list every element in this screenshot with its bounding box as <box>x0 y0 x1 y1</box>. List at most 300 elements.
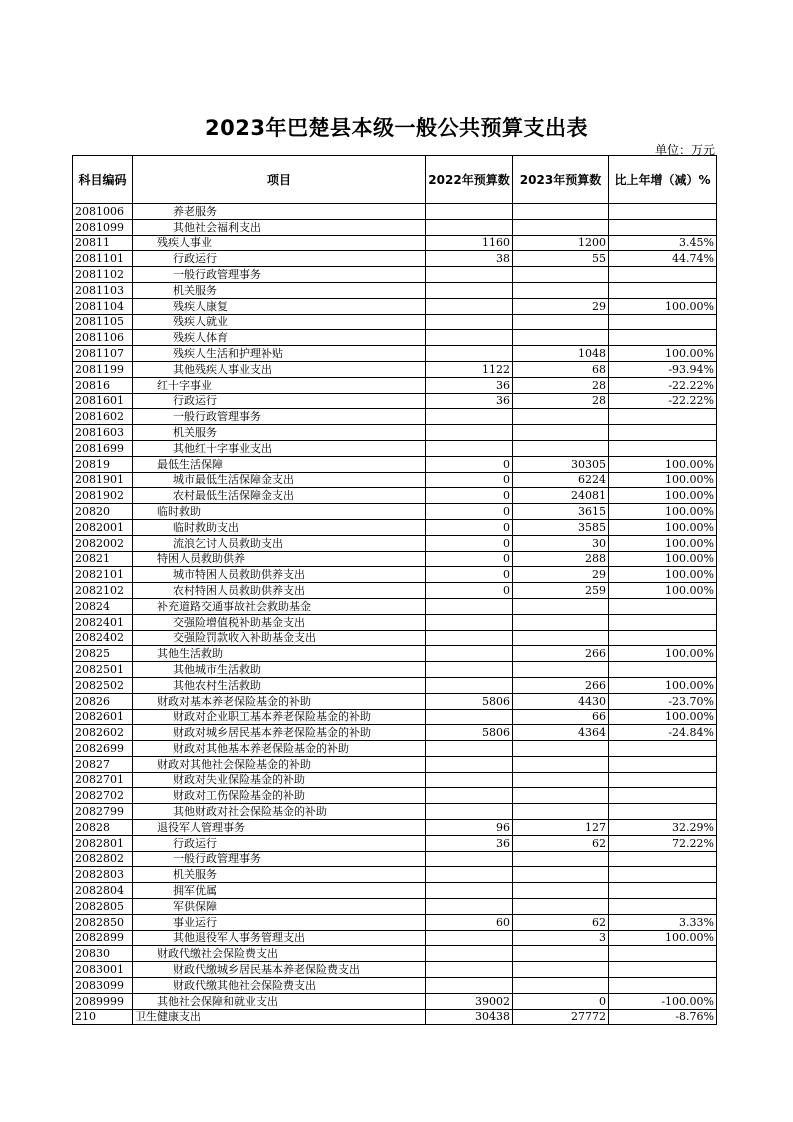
cell-item: 其他社会福利支出 <box>133 219 426 235</box>
cell-change-pct <box>609 804 717 820</box>
cell-budget-2023 <box>513 946 609 962</box>
cell-change-pct <box>609 756 717 772</box>
cell-item: 最低生活保障 <box>133 456 426 472</box>
cell-item: 财政对其他社会保险基金的补助 <box>133 756 426 772</box>
cell-budget-2023: 4364 <box>513 725 609 741</box>
cell-code: 2082402 <box>73 630 133 646</box>
cell-change-pct: 72.22% <box>609 835 717 851</box>
cell-budget-2022 <box>426 330 513 346</box>
table-row <box>73 756 717 772</box>
cell-item: 退役军人管理事务 <box>133 820 426 836</box>
cell-budget-2023 <box>513 425 609 441</box>
cell-change-pct: 100.00% <box>609 346 717 362</box>
cell-change-pct: -24.84% <box>609 725 717 741</box>
cell-budget-2022 <box>426 282 513 298</box>
cell-budget-2023: 24081 <box>513 488 609 504</box>
cell-budget-2022 <box>426 425 513 441</box>
cell-item: 财政对其他基本养老保险基金的补助 <box>133 741 426 757</box>
table-row <box>73 425 717 441</box>
table-row <box>73 330 717 346</box>
cell-budget-2022 <box>426 709 513 725</box>
cell-change-pct: 100.00% <box>609 519 717 535</box>
cell-budget-2023 <box>513 630 609 646</box>
cell-item: 财政对基本养老保险基金的补助 <box>133 693 426 709</box>
cell-budget-2022 <box>426 962 513 978</box>
table-row <box>73 867 717 883</box>
cell-code: 2082701 <box>73 772 133 788</box>
cell-budget-2022 <box>426 346 513 362</box>
cell-code: 2082804 <box>73 883 133 899</box>
cell-budget-2022 <box>426 630 513 646</box>
cell-item: 机关服务 <box>133 282 426 298</box>
cell-budget-2023 <box>513 851 609 867</box>
cell-budget-2022 <box>426 867 513 883</box>
cell-code: 2082602 <box>73 725 133 741</box>
cell-code: 2081102 <box>73 267 133 283</box>
cell-code: 2082699 <box>73 741 133 757</box>
cell-budget-2023: 62 <box>513 914 609 930</box>
cell-budget-2022: 5806 <box>426 725 513 741</box>
table-row <box>73 741 717 757</box>
table-row <box>73 314 717 330</box>
cell-change-pct: -93.94% <box>609 361 717 377</box>
cell-budget-2023 <box>513 962 609 978</box>
cell-change-pct: 100.00% <box>609 456 717 472</box>
table-row <box>73 1009 717 1025</box>
cell-change-pct: 3.33% <box>609 914 717 930</box>
cell-change-pct <box>609 788 717 804</box>
cell-code: 2082801 <box>73 835 133 851</box>
cell-item: 财政代缴社会保险费支出 <box>133 946 426 962</box>
cell-budget-2022 <box>426 298 513 314</box>
cell-code: 2082001 <box>73 519 133 535</box>
cell-item: 行政运行 <box>133 393 426 409</box>
cell-item: 其他生活救助 <box>133 646 426 662</box>
cell-budget-2022: 0 <box>426 472 513 488</box>
table-row <box>73 535 717 551</box>
cell-item: 一般行政管理事务 <box>133 267 426 283</box>
table-row <box>73 851 717 867</box>
cell-code: 2081699 <box>73 440 133 456</box>
table-row <box>73 235 717 251</box>
cell-budget-2023: 266 <box>513 646 609 662</box>
cell-item: 城市特困人员救助供养支出 <box>133 567 426 583</box>
cell-item: 其他城市生活救助 <box>133 662 426 678</box>
cell-budget-2022: 1160 <box>426 235 513 251</box>
cell-item: 行政运行 <box>133 251 426 267</box>
cell-item: 事业运行 <box>133 914 426 930</box>
cell-budget-2023 <box>513 804 609 820</box>
cell-budget-2023 <box>513 741 609 757</box>
cell-budget-2022 <box>426 219 513 235</box>
cell-budget-2022 <box>426 662 513 678</box>
cell-item: 财政对企业职工基本养老保险基金的补助 <box>133 709 426 725</box>
table-row <box>73 472 717 488</box>
cell-budget-2023 <box>513 330 609 346</box>
cell-budget-2022 <box>426 772 513 788</box>
cell-change-pct <box>609 662 717 678</box>
cell-budget-2023: 28 <box>513 377 609 393</box>
cell-code: 2081602 <box>73 409 133 425</box>
cell-item: 卫生健康支出 <box>133 1009 426 1025</box>
table-row <box>73 946 717 962</box>
cell-budget-2022 <box>426 409 513 425</box>
table-row <box>73 614 717 630</box>
cell-code: 2081006 <box>73 204 133 220</box>
cell-code: 210 <box>73 1009 133 1025</box>
cell-change-pct: -22.22% <box>609 393 717 409</box>
cell-item: 财政对工伤保险基金的补助 <box>133 788 426 804</box>
cell-budget-2023: 1200 <box>513 235 609 251</box>
cell-change-pct: 100.00% <box>609 535 717 551</box>
cell-budget-2022 <box>426 440 513 456</box>
cell-change-pct <box>609 282 717 298</box>
cell-budget-2023 <box>513 867 609 883</box>
cell-code: 2081104 <box>73 298 133 314</box>
cell-budget-2022 <box>426 930 513 946</box>
cell-change-pct <box>609 883 717 899</box>
cell-budget-2023 <box>513 204 609 220</box>
table-row <box>73 709 717 725</box>
cell-budget-2023: 30305 <box>513 456 609 472</box>
cell-budget-2022 <box>426 741 513 757</box>
cell-item: 交强险增值税补助基金支出 <box>133 614 426 630</box>
cell-budget-2022 <box>426 978 513 994</box>
cell-budget-2023: 55 <box>513 251 609 267</box>
cell-budget-2022: 0 <box>426 504 513 520</box>
cell-change-pct: 100.00% <box>609 504 717 520</box>
cell-budget-2023: 30 <box>513 535 609 551</box>
cell-budget-2023: 127 <box>513 820 609 836</box>
table-row <box>73 693 717 709</box>
header-item: 项目 <box>133 156 426 204</box>
cell-change-pct <box>609 899 717 915</box>
cell-budget-2023 <box>513 282 609 298</box>
cell-change-pct <box>609 409 717 425</box>
table-row <box>73 630 717 646</box>
budget-table <box>72 155 717 1025</box>
cell-code: 20816 <box>73 377 133 393</box>
cell-code: 2082803 <box>73 867 133 883</box>
table-row <box>73 456 717 472</box>
table-row <box>73 598 717 614</box>
cell-change-pct: 44.74% <box>609 251 717 267</box>
cell-budget-2022: 0 <box>426 535 513 551</box>
cell-code: 2081103 <box>73 282 133 298</box>
cell-item: 财政对失业保险基金的补助 <box>133 772 426 788</box>
cell-change-pct: 32.29% <box>609 820 717 836</box>
cell-code: 2082702 <box>73 788 133 804</box>
table-row <box>73 930 717 946</box>
cell-code: 2081101 <box>73 251 133 267</box>
cell-change-pct <box>609 314 717 330</box>
header-change-pct: 比上年增（减）% <box>609 156 717 204</box>
cell-item: 其他退役军人事务管理支出 <box>133 930 426 946</box>
cell-change-pct: -22.22% <box>609 377 717 393</box>
table-row <box>73 978 717 994</box>
cell-budget-2023 <box>513 440 609 456</box>
cell-code: 2081105 <box>73 314 133 330</box>
cell-code: 2081901 <box>73 472 133 488</box>
table-row <box>73 282 717 298</box>
cell-item: 拥军优属 <box>133 883 426 899</box>
table-row <box>73 219 717 235</box>
cell-budget-2022 <box>426 946 513 962</box>
cell-budget-2022 <box>426 598 513 614</box>
cell-item: 其他残疾人事业支出 <box>133 361 426 377</box>
cell-code: 20827 <box>73 756 133 772</box>
cell-code: 20820 <box>73 504 133 520</box>
cell-item: 残疾人就业 <box>133 314 426 330</box>
table-row <box>73 772 717 788</box>
cell-code: 2089999 <box>73 993 133 1009</box>
cell-budget-2022 <box>426 883 513 899</box>
table-row <box>73 488 717 504</box>
cell-change-pct <box>609 614 717 630</box>
cell-code: 2081601 <box>73 393 133 409</box>
cell-budget-2023: 6224 <box>513 472 609 488</box>
table-row <box>73 883 717 899</box>
table-row <box>73 361 717 377</box>
table-row <box>73 377 717 393</box>
cell-budget-2023 <box>513 219 609 235</box>
table-row <box>73 914 717 930</box>
cell-change-pct: 100.00% <box>609 298 717 314</box>
cell-budget-2023 <box>513 788 609 804</box>
cell-budget-2023 <box>513 978 609 994</box>
cell-code: 2082102 <box>73 583 133 599</box>
cell-change-pct <box>609 330 717 346</box>
table-row <box>73 962 717 978</box>
cell-item: 交强险罚款收入补助基金支出 <box>133 630 426 646</box>
cell-budget-2022 <box>426 756 513 772</box>
cell-code: 2083001 <box>73 962 133 978</box>
table-row <box>73 519 717 535</box>
cell-budget-2022: 0 <box>426 567 513 583</box>
cell-code: 2081902 <box>73 488 133 504</box>
cell-code: 2081603 <box>73 425 133 441</box>
cell-budget-2023: 4430 <box>513 693 609 709</box>
table-row <box>73 567 717 583</box>
cell-item: 养老服务 <box>133 204 426 220</box>
cell-change-pct <box>609 978 717 994</box>
cell-change-pct: -8.76% <box>609 1009 717 1025</box>
table-row <box>73 993 717 1009</box>
table-row <box>73 677 717 693</box>
cell-budget-2022: 1122 <box>426 361 513 377</box>
cell-change-pct: 100.00% <box>609 709 717 725</box>
cell-budget-2022: 30438 <box>426 1009 513 1025</box>
table-header-row <box>73 156 717 204</box>
cell-budget-2023: 29 <box>513 298 609 314</box>
cell-budget-2022 <box>426 788 513 804</box>
table-row <box>73 409 717 425</box>
table-row <box>73 662 717 678</box>
cell-item: 残疾人康复 <box>133 298 426 314</box>
cell-item: 财政对城乡居民基本养老保险基金的补助 <box>133 725 426 741</box>
cell-code: 20819 <box>73 456 133 472</box>
cell-code: 2081199 <box>73 361 133 377</box>
table-row <box>73 899 717 915</box>
cell-item: 临时救助 <box>133 504 426 520</box>
cell-budget-2022 <box>426 614 513 630</box>
cell-budget-2022: 36 <box>426 393 513 409</box>
cell-item: 一般行政管理事务 <box>133 409 426 425</box>
cell-change-pct <box>609 440 717 456</box>
cell-code: 2082501 <box>73 662 133 678</box>
cell-budget-2022: 5806 <box>426 693 513 709</box>
cell-budget-2023 <box>513 662 609 678</box>
cell-budget-2022 <box>426 677 513 693</box>
cell-budget-2023: 28 <box>513 393 609 409</box>
cell-budget-2023: 3615 <box>513 504 609 520</box>
cell-budget-2022 <box>426 314 513 330</box>
cell-budget-2022 <box>426 899 513 915</box>
cell-item: 其他社会保障和就业支出 <box>133 993 426 1009</box>
cell-change-pct: 100.00% <box>609 646 717 662</box>
cell-item: 城市最低生活保障金支出 <box>133 472 426 488</box>
cell-budget-2022 <box>426 804 513 820</box>
cell-code: 20825 <box>73 646 133 662</box>
cell-budget-2023: 68 <box>513 361 609 377</box>
cell-code: 2081106 <box>73 330 133 346</box>
cell-item: 农村特困人员救助供养支出 <box>133 583 426 599</box>
cell-code: 2081107 <box>73 346 133 362</box>
cell-code: 2082601 <box>73 709 133 725</box>
cell-change-pct <box>609 741 717 757</box>
cell-change-pct: 100.00% <box>609 551 717 567</box>
table-row <box>73 804 717 820</box>
cell-code: 2082850 <box>73 914 133 930</box>
cell-budget-2023: 3585 <box>513 519 609 535</box>
header-code: 科目编码 <box>73 156 133 204</box>
cell-budget-2023: 29 <box>513 567 609 583</box>
cell-budget-2022: 39002 <box>426 993 513 1009</box>
cell-item: 机关服务 <box>133 867 426 883</box>
cell-item: 财政代缴城乡居民基本养老保险费支出 <box>133 962 426 978</box>
cell-change-pct: 100.00% <box>609 472 717 488</box>
table-row <box>73 788 717 804</box>
table-row <box>73 204 717 220</box>
cell-item: 补充道路交通事故社会救助基金 <box>133 598 426 614</box>
cell-code: 20826 <box>73 693 133 709</box>
cell-item: 财政代缴其他社会保险费支出 <box>133 978 426 994</box>
cell-item: 军供保障 <box>133 899 426 915</box>
cell-change-pct <box>609 204 717 220</box>
cell-budget-2022: 60 <box>426 914 513 930</box>
cell-budget-2022: 0 <box>426 519 513 535</box>
cell-budget-2023: 1048 <box>513 346 609 362</box>
table-row <box>73 646 717 662</box>
cell-code: 2082805 <box>73 899 133 915</box>
cell-budget-2023 <box>513 614 609 630</box>
cell-budget-2022 <box>426 204 513 220</box>
cell-code: 20821 <box>73 551 133 567</box>
cell-item: 一般行政管理事务 <box>133 851 426 867</box>
cell-change-pct <box>609 425 717 441</box>
cell-change-pct <box>609 962 717 978</box>
cell-budget-2023 <box>513 314 609 330</box>
cell-change-pct <box>609 867 717 883</box>
table-row <box>73 440 717 456</box>
cell-code: 2082502 <box>73 677 133 693</box>
table-row <box>73 835 717 851</box>
cell-code: 2082002 <box>73 535 133 551</box>
cell-change-pct: -23.70% <box>609 693 717 709</box>
cell-item: 流浪乞讨人员救助支出 <box>133 535 426 551</box>
cell-change-pct <box>609 946 717 962</box>
cell-budget-2022 <box>426 267 513 283</box>
cell-budget-2023: 62 <box>513 835 609 851</box>
cell-budget-2022: 0 <box>426 583 513 599</box>
cell-change-pct: 100.00% <box>609 567 717 583</box>
cell-budget-2023: 266 <box>513 677 609 693</box>
table-row <box>73 346 717 362</box>
cell-item: 其他财政对社会保险基金的补助 <box>133 804 426 820</box>
cell-budget-2023 <box>513 899 609 915</box>
cell-code: 20824 <box>73 598 133 614</box>
table-row <box>73 393 717 409</box>
cell-change-pct: 100.00% <box>609 930 717 946</box>
table-row <box>73 267 717 283</box>
cell-budget-2023: 66 <box>513 709 609 725</box>
cell-budget-2023: 259 <box>513 583 609 599</box>
cell-budget-2022: 0 <box>426 488 513 504</box>
cell-item: 其他农村生活救助 <box>133 677 426 693</box>
cell-budget-2023 <box>513 598 609 614</box>
header-budget-2023: 2023年预算数 <box>513 156 609 204</box>
cell-change-pct <box>609 267 717 283</box>
cell-budget-2023: 3 <box>513 930 609 946</box>
cell-code: 2082799 <box>73 804 133 820</box>
table-row <box>73 725 717 741</box>
cell-code: 20830 <box>73 946 133 962</box>
table-row <box>73 583 717 599</box>
cell-budget-2023: 288 <box>513 551 609 567</box>
cell-code: 2082401 <box>73 614 133 630</box>
cell-change-pct <box>609 598 717 614</box>
cell-budget-2023 <box>513 409 609 425</box>
cell-budget-2023 <box>513 883 609 899</box>
table-row <box>73 298 717 314</box>
cell-item: 农村最低生活保障金支出 <box>133 488 426 504</box>
cell-code: 2082899 <box>73 930 133 946</box>
cell-budget-2023 <box>513 267 609 283</box>
table-row <box>73 251 717 267</box>
cell-change-pct <box>609 630 717 646</box>
page-title: 2023年巴楚县本级一般公共预算支出表 <box>205 116 588 140</box>
cell-budget-2022: 0 <box>426 551 513 567</box>
cell-budget-2022: 96 <box>426 820 513 836</box>
cell-budget-2022: 38 <box>426 251 513 267</box>
cell-code: 2081099 <box>73 219 133 235</box>
cell-code: 2083099 <box>73 978 133 994</box>
cell-budget-2023: 27772 <box>513 1009 609 1025</box>
cell-code: 2082802 <box>73 851 133 867</box>
cell-budget-2022 <box>426 851 513 867</box>
cell-change-pct: 100.00% <box>609 677 717 693</box>
header-budget-2022: 2022年预算数 <box>426 156 513 204</box>
cell-change-pct: -100.00% <box>609 993 717 1009</box>
cell-budget-2022: 36 <box>426 835 513 851</box>
cell-change-pct: 3.45% <box>609 235 717 251</box>
cell-budget-2023: 0 <box>513 993 609 1009</box>
cell-item: 行政运行 <box>133 835 426 851</box>
cell-code: 20811 <box>73 235 133 251</box>
cell-item: 特困人员救助供养 <box>133 551 426 567</box>
cell-item: 机关服务 <box>133 425 426 441</box>
cell-change-pct <box>609 772 717 788</box>
